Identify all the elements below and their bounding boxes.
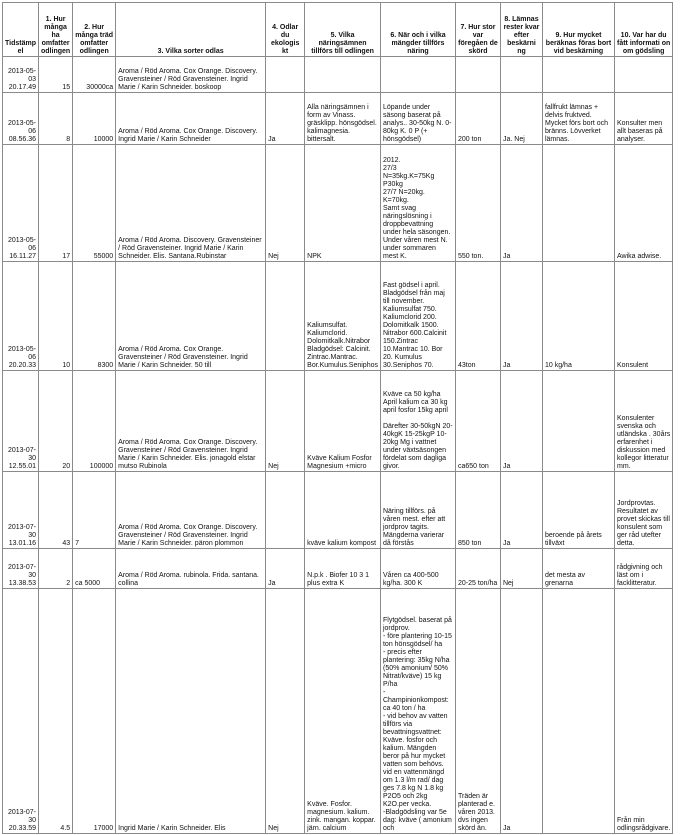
header-info-source[interactable]: 10. Var har du fått informati on om gödsling <box>614 3 672 57</box>
hectares-cell[interactable]: 10 <box>39 262 73 371</box>
nutrients-cell[interactable]: Kväve Kalium Fosfor Magnesium +micro <box>305 371 381 472</box>
residue-cell[interactable] <box>500 57 542 93</box>
tree-count-cell[interactable]: ca 5000 <box>73 549 116 589</box>
header-organic[interactable]: 4. Odlar du ekologis kt <box>266 3 305 57</box>
fertilization-cell[interactable]: Fast gödsel i april. Bladgödsel från maj till november. Kaliumsulfat 750. Kaliumclorid 200. Dolomitkalk 1500. Nitrabor 600.Calcinit 150.Zintrac 10.Mantrac 10. Bor 20. Kumulus 30.Seniphos 70. <box>380 262 455 371</box>
fertilization-cell[interactable]: 2012. 27/3 N=35kg.K=75Kg P30kg 27/7 N=20kg. K=70kg. Samt svag näringslösning i droppbevattning under hela säsongen. Under våren mest N. under sommaren mest K. <box>380 145 455 262</box>
hectares-cell[interactable]: 43 <box>39 472 73 549</box>
timestamp-cell[interactable]: 2013-07- 30 13.01.16 <box>3 472 39 549</box>
organic-cell[interactable]: Nej <box>266 371 305 472</box>
harvest-cell[interactable]: Träden är planterad e. våren 2013. dvs ingen skörd än. <box>455 589 500 834</box>
info-source-cell[interactable]: Konsulter men allt baseras på analyser. <box>614 93 672 145</box>
header-nutrients[interactable]: 5. Vilka näringsämnen tillförs till odlingen <box>305 3 381 57</box>
nutrients-cell[interactable]: Kaliumsulfat. Kaliumclorid. Dolomitkalk.Nitrabor Bladgödsel: Calcinit. Zintrac.Mantrac. Bor.Kumulus.Seniphos <box>305 262 381 371</box>
fertilization-cell[interactable]: Flytgödsel. baserat på jordprov. - före plantering 10-15 ton hönsgödsel/ ha - precis efter plantering: 35kg N/ha (50% amonium/ 50% Nitrat/kväve) 15 kg P/ha - Champinionkompost: ca 40 ton / ha - vid behov av vatten tillförs via bevattningsvattnet: Kväve. fosfor och kalium. Mängden beror på hur mycket vatten som behövs. vid en vattenmängd om 1.3 l/m rad/ dag ges 7.8 kg N 1.8 kg P2O5 och 2kg K2O.per vecka. -Bladgödsling var 5e dag: kväve ( amonium och <box>380 589 455 834</box>
survey-results-table <box>2 2 673 834</box>
info-source-cell[interactable]: Jordprovtas. Resultatet av provet skickas till konsulent som ger råd utefter detta. <box>614 472 672 549</box>
table-row <box>3 93 673 145</box>
removed-cell[interactable] <box>542 57 614 93</box>
info-source-cell[interactable]: Awika adwise. <box>614 145 672 262</box>
info-source-cell[interactable]: rådgivning och läst om i facklitteratur. <box>614 549 672 589</box>
nutrients-cell[interactable]: Kväve. Fosfor. magnesium. kalium. zink. mangan. koppar. järn. calcium <box>305 589 381 834</box>
header-previous-harvest[interactable]: 7. Hur stor var föregåen de skörd <box>455 3 500 57</box>
fertilization-cell[interactable]: Våren ca 400-500 kg/ha. 300 K <box>380 549 455 589</box>
info-source-cell[interactable]: Från min odlingsrådgivare. <box>614 589 672 834</box>
table-row <box>3 549 673 589</box>
varieties-cell[interactable]: Aroma / Röd Aroma. Cox Orange. Discovery. Ingrid Marie / Karin Schneider <box>116 93 266 145</box>
hectares-cell[interactable]: 4.5 <box>39 589 73 834</box>
hectares-cell[interactable]: 15 <box>39 57 73 93</box>
hectares-cell[interactable]: 17 <box>39 145 73 262</box>
harvest-cell[interactable] <box>455 57 500 93</box>
varieties-cell[interactable]: Aroma / Röd Aroma. Cox Orange. Discovery. Gravensteiner / Röd Gravensteiner. Ingrid Marie / Karin Schneider. Elis. jonagold elstar mutso Rubinola <box>116 371 266 472</box>
timestamp-cell[interactable]: 2013-05- 06 16.11.27 <box>3 145 39 262</box>
table-body <box>3 57 673 834</box>
header-row <box>3 3 673 57</box>
tree-count-cell[interactable]: 17000 <box>73 589 116 834</box>
harvest-cell[interactable]: 550 ton. <box>455 145 500 262</box>
timestamp-cell[interactable]: 2013-05- 06 20.20.33 <box>3 262 39 371</box>
residue-cell[interactable]: Ja <box>500 145 542 262</box>
varieties-cell[interactable]: Aroma / Röd Aroma. Cox Orange. Discovery. Gravensteiner / Röd Gravensteiner. Ingrid Marie / Karin Schneider. päron plommon <box>116 472 266 549</box>
organic-cell[interactable] <box>266 262 305 371</box>
tree-count-cell[interactable]: 7 <box>73 472 116 549</box>
timestamp-cell[interactable]: 2013-05- 03 20.17.49 <box>3 57 39 93</box>
varieties-cell[interactable]: Aroma / Röd Aroma. Cox Orange. Discovery. Gravensteiner / Röd Gravensteiner. Ingrid Marie / Karin Schneider. boskoop <box>116 57 266 93</box>
header-removed-amount[interactable]: 9. Hur mycket beräknas föras bort vid beskärning <box>542 3 614 57</box>
nutrients-cell[interactable] <box>305 57 381 93</box>
timestamp-cell[interactable]: 2013-07- 30 20.33.59 <box>3 589 39 834</box>
hectares-cell[interactable]: 8 <box>39 93 73 145</box>
removed-cell[interactable]: beroende på årets tillväxt <box>542 472 614 549</box>
tree-count-cell[interactable]: 10000 <box>73 93 116 145</box>
header-pruning-residue[interactable]: 8. Lämnas rester kvar efter beskärni ng <box>500 3 542 57</box>
harvest-cell[interactable]: 20-25 ton/ha <box>455 549 500 589</box>
hectares-cell[interactable]: 20 <box>39 371 73 472</box>
nutrients-cell[interactable]: Alla näringsämnen i form av Vinass. gräsklipp. hönsgödsel. kalimagnesia. bittersalt. <box>305 93 381 145</box>
residue-cell[interactable]: Ja <box>500 262 542 371</box>
organic-cell[interactable] <box>266 472 305 549</box>
timestamp-cell[interactable]: 2013-07- 30 13.38.53 <box>3 549 39 589</box>
nutrients-cell[interactable]: N.p.k . Biofer 10 3 1 plus extra K <box>305 549 381 589</box>
varieties-cell[interactable]: Aroma / Röd Aroma. rubinola. Frida. santana. collina <box>116 549 266 589</box>
removed-cell[interactable] <box>542 145 614 262</box>
table-row <box>3 589 673 834</box>
timestamp-cell[interactable]: 2013-05- 06 08.56.36 <box>3 93 39 145</box>
table-row <box>3 57 673 93</box>
info-source-cell[interactable]: Konsulent <box>614 262 672 371</box>
info-source-cell[interactable] <box>614 57 672 93</box>
varieties-cell[interactable]: Ingrid Marie / Karin Schneider. Elis <box>116 589 266 834</box>
residue-cell[interactable]: Ja <box>500 472 542 549</box>
removed-cell[interactable]: det mesta av grenarna <box>542 549 614 589</box>
tree-count-cell[interactable]: 30000ca <box>73 57 116 93</box>
header-hectares[interactable]: 1. Hur många ha omfatter odlingen <box>39 3 73 57</box>
harvest-cell[interactable]: 850 ton <box>455 472 500 549</box>
harvest-cell[interactable]: 200 ton <box>455 93 500 145</box>
organic-cell[interactable]: Ja <box>266 549 305 589</box>
residue-cell[interactable]: Ja <box>500 371 542 472</box>
tree-count-cell[interactable]: 8300 <box>73 262 116 371</box>
info-source-cell[interactable]: Konsulenter svenska och utländska . 30års erfarenhet i diskussion med kollegor litteratur mm. <box>614 371 672 472</box>
harvest-cell[interactable]: 43ton <box>455 262 500 371</box>
header-tree-count[interactable]: 2. Hur många träd omfatter odlingen <box>73 3 116 57</box>
removed-cell[interactable] <box>542 371 614 472</box>
table-row <box>3 371 673 472</box>
header-fertilization-timing[interactable]: 6. När och i vilka mängder tillförs näring <box>380 3 455 57</box>
organic-cell[interactable] <box>266 57 305 93</box>
fertilization-cell[interactable]: Kväve ca 50 kg/ha April kalium ca 30 kg april fosfor 15kg april Därefter 30-50kgN 20-40kgK 15-25kgP 10-20kg Mg i vattnet under växtsäsongen fördelat som dagliga givor. <box>380 371 455 472</box>
tree-count-cell[interactable]: 100000 <box>73 371 116 472</box>
table-header <box>3 3 673 57</box>
nutrients-cell[interactable]: kväve kalium kompost <box>305 472 381 549</box>
tree-count-cell[interactable]: 55000 <box>73 145 116 262</box>
hectares-cell[interactable]: 2 <box>39 549 73 589</box>
table-row <box>3 262 673 371</box>
organic-cell[interactable]: Nej <box>266 589 305 834</box>
fertilization-cell[interactable] <box>380 57 455 93</box>
varieties-cell[interactable]: Aroma / Röd Aroma. Discovery. Gravensteiner / Röd Gravensteiner. Ingrid Marie / Karin Schneider. Elis. Santana.Rubinstar <box>116 145 266 262</box>
harvest-cell[interactable]: ca650 ton <box>455 371 500 472</box>
residue-cell[interactable]: Ja <box>500 589 542 834</box>
removed-cell[interactable]: fallfrukt lämnas + delvis fruktved. Mycket förs bort och bränns. Lövverket lämnas. <box>542 93 614 145</box>
removed-cell[interactable] <box>542 589 614 834</box>
header-varieties[interactable]: 3. Vilka sorter odlas <box>116 3 266 57</box>
varieties-cell[interactable]: Aroma / Röd Aroma. Cox Orange. Gravensteiner / Röd Gravensteiner. Ingrid Marie / Karin Schneider. 50 till <box>116 262 266 371</box>
header-timestamp[interactable]: Tidstämp el <box>3 3 39 57</box>
nutrients-cell[interactable]: NPK <box>305 145 381 262</box>
fertilization-cell[interactable]: Näring tillförs. på våren mest. efter att jordprov tagits. Mängderna varierar då förstås <box>380 472 455 549</box>
table-row <box>3 472 673 549</box>
organic-cell[interactable]: Ja <box>266 93 305 145</box>
table-row <box>3 145 673 262</box>
removed-cell[interactable]: 10 kg/ha <box>542 262 614 371</box>
timestamp-cell[interactable]: 2013-07- 30 12.55.01 <box>3 371 39 472</box>
residue-cell[interactable]: Ja. Nej <box>500 93 542 145</box>
residue-cell[interactable]: Nej <box>500 549 542 589</box>
organic-cell[interactable]: Nej <box>266 145 305 262</box>
fertilization-cell[interactable]: Löpande under säsong baserat på analys.. 30-50kg N. 0-80kg K. 0 P (+ hönsgödsel) <box>380 93 455 145</box>
